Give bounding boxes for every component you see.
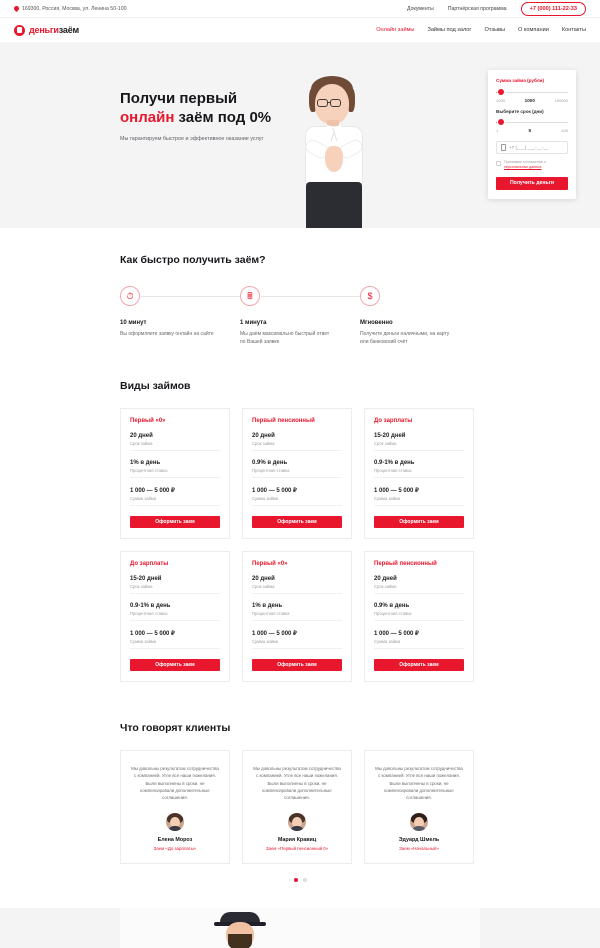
loan-card xyxy=(364,408,474,539)
loan-card-term xyxy=(374,433,464,451)
loan-card-term-label: Срок займа xyxy=(252,584,342,594)
hero-title-accent: онлайн xyxy=(120,108,175,126)
loan-card-term-value: 20 дней xyxy=(252,433,275,439)
review-author-name: Мария Кравиц xyxy=(277,837,317,844)
illustration-man xyxy=(212,912,272,948)
step-icon-glyph: $ xyxy=(367,290,373,301)
amount-slider-track xyxy=(496,92,568,93)
amount-max-label: 100000 xyxy=(554,98,568,103)
topbar-link-documents[interactable]: Документы xyxy=(407,5,434,12)
term-value-label: 5 xyxy=(528,128,532,133)
loan-card-term-label: Срок займа xyxy=(374,441,464,451)
consent-text xyxy=(504,160,568,170)
carousel-dots xyxy=(120,878,480,882)
loan-card xyxy=(120,551,230,682)
loan-card-rate xyxy=(252,603,342,621)
loan-card-rate-label: Процентная ставка xyxy=(252,468,342,478)
apply-loan-button[interactable]: Оформить заем xyxy=(374,659,464,671)
loan-card-amount-value: 1 000 — 5 000 ₽ xyxy=(374,631,419,637)
loan-card-title: Первый «0» xyxy=(130,418,166,424)
step-text: Вы оформляете заявку онлайн на сайте xyxy=(120,331,214,337)
nav-item-reviews[interactable]: Отзывы xyxy=(484,27,505,33)
step-text: Мы даём максимально быстрый ответ по Вашей заявке xyxy=(240,331,330,345)
apply-loan-button[interactable]: Оформить заем xyxy=(252,659,342,671)
loan-card-rate-label: Процентная ставка xyxy=(130,468,220,478)
avatar-body xyxy=(412,826,426,831)
glasses-right-icon xyxy=(330,99,341,107)
step-item xyxy=(120,286,240,346)
loan-card-term xyxy=(130,576,220,594)
loan-card-amount xyxy=(252,630,342,649)
step-item xyxy=(360,286,480,346)
amount-slider[interactable] xyxy=(496,88,568,97)
phone-input[interactable] xyxy=(496,141,568,154)
loan-card-amount-label: Сумма займа xyxy=(130,496,220,506)
term-min-label: 1 xyxy=(496,128,499,133)
loan-card-amount-label: Сумма займа xyxy=(374,639,464,649)
main-nav xyxy=(0,18,600,42)
nav-item-contacts[interactable]: Контакты xyxy=(561,27,586,33)
loan-card-term xyxy=(374,576,464,594)
loan-card-term-value: 15-20 дней xyxy=(374,433,406,439)
loan-card-rate-value: 0.9-1% в день xyxy=(130,603,171,609)
term-slider-knob[interactable] xyxy=(498,119,504,125)
loan-card-amount-label: Сумма займа xyxy=(252,639,342,649)
glasses-bridge xyxy=(328,102,331,103)
term-slider-track xyxy=(496,122,568,123)
avatar xyxy=(166,813,184,831)
loan-card-amount-label: Сумма займа xyxy=(130,639,220,649)
stopwatch-icon xyxy=(120,286,140,306)
apply-loan-button[interactable]: Оформить заем xyxy=(130,516,220,528)
loan-card-rate-label: Процентная ставка xyxy=(374,468,464,478)
hero-illustration-woman xyxy=(285,72,385,228)
term-max-label: 100 xyxy=(561,128,568,133)
loan-card-amount xyxy=(374,630,464,649)
consent-text-main: Принимаю соглашение о xyxy=(504,160,546,164)
loan-card-rate-label: Процентная ставка xyxy=(374,611,464,621)
loan-card-rate-label: Процентная ставка xyxy=(252,611,342,621)
loan-types-title: Виды займов xyxy=(120,380,191,392)
apply-loan-button[interactable]: Оформить заем xyxy=(374,516,464,528)
loan-card-rate-label: Процентная ставка xyxy=(130,611,220,621)
term-slider-label: Выберите срок (дни) xyxy=(496,109,544,114)
carousel-dot-active[interactable] xyxy=(294,878,298,882)
loan-card-rate-value: 0.9% в день xyxy=(374,603,410,609)
loan-card-amount xyxy=(252,487,342,506)
consent-checkbox[interactable] xyxy=(496,161,501,166)
loan-card-rate-value: 1% в день xyxy=(252,603,283,609)
loan-card-amount-value: 1 000 — 5 000 ₽ xyxy=(252,631,297,637)
hero-subtitle: Мы гарантируем быстрое и эффективное оказание услуг xyxy=(120,135,264,142)
nav-links xyxy=(376,27,586,33)
loan-card-rate xyxy=(130,603,220,621)
loan-card-rate-value: 0.9-1% в день xyxy=(374,460,415,466)
apply-loan-button[interactable]: Оформить заем xyxy=(252,516,342,528)
step-connector-line xyxy=(261,296,360,297)
step-text: Получите деньги наличными, на карту или банковский счёт xyxy=(360,331,450,345)
loan-card-title: Первый пенсионный xyxy=(374,561,437,567)
review-loan-label: Заем «Начальный» xyxy=(399,846,439,852)
glasses-left-icon xyxy=(317,99,328,107)
term-slider-scale xyxy=(496,128,568,133)
loan-card-term-label: Срок займа xyxy=(130,441,220,451)
apply-loan-button[interactable]: Оформить заем xyxy=(130,659,220,671)
loan-card xyxy=(364,551,474,682)
hero-section xyxy=(0,42,600,228)
review-card xyxy=(364,750,474,864)
avatar-body xyxy=(168,826,182,831)
calculator-icon xyxy=(240,286,260,306)
review-card xyxy=(120,750,230,864)
loan-card-term-label: Срок займа xyxy=(130,584,220,594)
loan-card-amount xyxy=(130,630,220,649)
loan-card-amount xyxy=(374,487,464,506)
money-icon xyxy=(360,286,380,306)
logo-text-part1: деньги xyxy=(29,25,59,35)
review-text: Мы довольны результатом сотрудничества с компанией. Угле все наши пожелания. Были выполнены в сроки, не компенсировали дополнительные соглашения. xyxy=(375,766,463,801)
how-fast-title: Как быстро получить заём? xyxy=(120,254,266,266)
get-money-button[interactable]: Получить деньги xyxy=(496,177,568,190)
loan-card-rate xyxy=(130,460,220,478)
amount-min-label: 1000 xyxy=(496,98,505,103)
review-loan-label: Заем «До зарплаты» xyxy=(153,846,197,852)
illustration-man-beard xyxy=(228,934,252,948)
phone-input-placeholder: +7 (___) ___-__-__ xyxy=(509,145,549,150)
review-text: Мы довольны результатом сотрудничества с компанией. Угле все наши пожелания. Были выполнены в сроки, не компенсировали дополнительные соглашения. xyxy=(253,766,341,801)
loan-card-amount-value: 1 000 — 5 000 ₽ xyxy=(252,488,297,494)
loan-card-term xyxy=(130,433,220,451)
amount-slider-scale xyxy=(496,98,568,103)
reviews-section xyxy=(0,682,600,882)
loan-card-amount-label: Сумма займа xyxy=(252,496,342,506)
address-block xyxy=(14,6,126,12)
address-text: 169300, Россия, Москва, ул. Ленина 50-100 xyxy=(22,5,127,12)
loan-card-term xyxy=(252,433,342,451)
step-title: Мгновенно xyxy=(360,320,393,326)
steps-list xyxy=(120,286,480,346)
logo[interactable] xyxy=(14,25,79,36)
step-icon-glyph: 🖩 xyxy=(247,290,253,301)
loan-card-term-label: Срок займа xyxy=(252,441,342,451)
loan-card-amount xyxy=(130,487,220,506)
loan-card-term xyxy=(252,576,342,594)
loan-cards-grid xyxy=(120,408,480,682)
map-pin-icon xyxy=(14,6,19,11)
logo-text-part2: заём xyxy=(58,25,80,35)
carousel-dot[interactable] xyxy=(303,878,307,882)
topbar-link-partner-program[interactable]: Партнёрская программа xyxy=(447,5,507,12)
avatar-body xyxy=(290,826,304,831)
step-title: 10 минут xyxy=(120,320,147,326)
loan-card-amount-value: 1 000 — 5 000 ₽ xyxy=(130,488,175,494)
illustration-hands xyxy=(325,146,343,172)
avatar xyxy=(288,813,306,831)
logo-text xyxy=(29,25,79,35)
loan-calculator-card xyxy=(488,70,576,199)
next-section-preview xyxy=(0,908,600,948)
loan-card xyxy=(242,551,352,682)
loan-card-rate-value: 0.9% в день xyxy=(252,460,288,466)
nav-item-collateral-loans[interactable]: Займы под залог xyxy=(427,27,472,33)
step-item xyxy=(240,286,360,346)
loan-card-rate xyxy=(374,460,464,478)
hero-title-rest: заём под 0% xyxy=(174,108,272,126)
loan-card-amount-label: Сумма займа xyxy=(374,496,464,506)
top-bar xyxy=(0,0,600,18)
loan-card-title: Первый «0» xyxy=(252,561,288,567)
term-slider[interactable] xyxy=(496,118,568,127)
review-loan-label: Заем «Первый пенсионный 0» xyxy=(265,846,329,852)
loan-card-rate xyxy=(252,460,342,478)
next-section-panel xyxy=(120,908,480,948)
review-author-name: Елена Мороз xyxy=(157,837,193,844)
nav-item-about[interactable]: О компании xyxy=(517,27,549,33)
loan-types-section xyxy=(0,346,600,682)
review-cards-grid xyxy=(120,750,480,864)
logo-coin-icon xyxy=(14,25,25,36)
review-author-name: Эдуард Шмель xyxy=(398,837,440,844)
loan-card-term-value: 20 дней xyxy=(252,576,275,582)
loan-card-rate xyxy=(374,603,464,621)
step-connector-line xyxy=(141,296,240,297)
loan-card-amount-value: 1 000 — 5 000 ₽ xyxy=(130,631,175,637)
hero-inner xyxy=(0,42,600,228)
consent-row[interactable] xyxy=(496,160,568,170)
loan-card-term-value: 15-20 дней xyxy=(130,576,162,582)
topbar-links xyxy=(407,6,507,12)
review-card xyxy=(242,750,352,864)
review-text: Мы довольны результатом сотрудничества с компанией. Угле все наши пожелания. Были выполнены в сроки, не компенсировали дополнительные соглашения. xyxy=(131,766,219,801)
loan-card-title: До зарплаты xyxy=(130,561,169,567)
loan-card-title: До зарплаты xyxy=(374,418,413,424)
loan-card-term-label: Срок займа xyxy=(374,584,464,594)
amount-slider-knob[interactable] xyxy=(498,89,504,95)
amount-slider-label: Сумма займа (рубли) xyxy=(496,78,544,83)
loan-card-amount-value: 1 000 — 5 000 ₽ xyxy=(374,488,419,494)
illustration-skirt xyxy=(306,182,362,228)
step-icon-glyph: ⏱ xyxy=(126,290,134,301)
nav-item-online-loans[interactable]: Онлайн займы xyxy=(376,27,415,33)
step-title: 1 минута xyxy=(240,320,267,326)
loan-card-term-value: 20 дней xyxy=(374,576,397,582)
consent-link[interactable]: персональных данных xyxy=(504,164,542,169)
reviews-title: Что говорят клиенты xyxy=(120,722,231,734)
phone-icon xyxy=(501,144,506,151)
how-fast-section xyxy=(0,228,600,346)
hero-title-line1: Получи первый xyxy=(120,90,238,107)
amount-value-label: 1000 xyxy=(524,98,535,103)
loan-card xyxy=(242,408,352,539)
loan-card xyxy=(120,408,230,539)
avatar xyxy=(410,813,428,831)
loan-card-title: Первый пенсионный xyxy=(252,418,315,424)
header-phone-button[interactable]: +7 (000) 111-22-33 xyxy=(521,2,586,16)
loan-card-term-value: 20 дней xyxy=(130,433,153,439)
loan-card-rate-value: 1% в день xyxy=(130,460,161,466)
